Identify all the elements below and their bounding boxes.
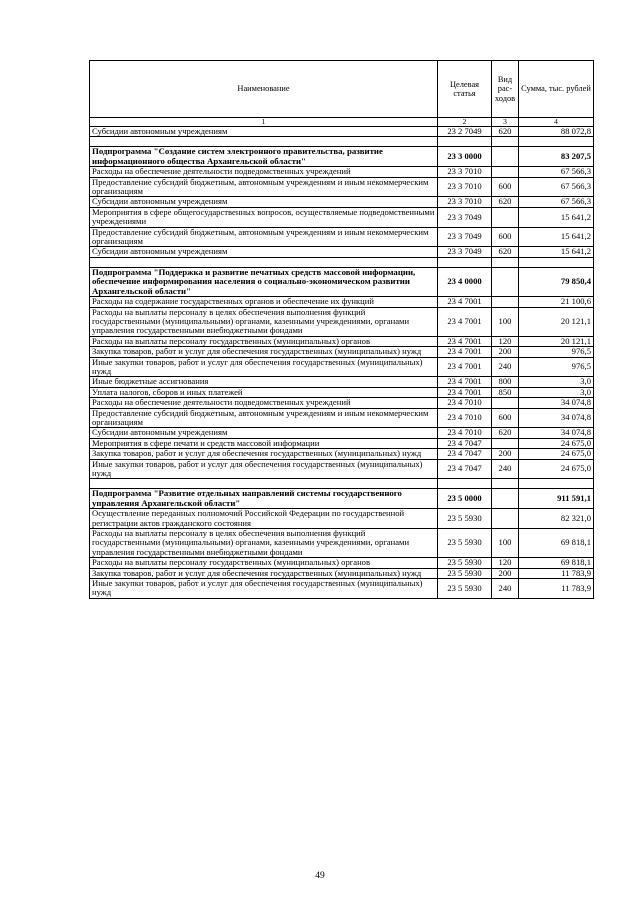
expense-type: 120 [492, 558, 519, 568]
spacer-cell [492, 257, 519, 267]
item-name: Расходы на выплаты персоналу в целях обеспечения выполнения функций государственными (муниципальными) органами, казенными учреждениями, органами управления государственными внебюджетными фондами [90, 307, 438, 336]
amount: 67 566,3 [519, 197, 594, 207]
amount: 976,5 [519, 347, 594, 357]
target-article: 23 4 7047 [438, 459, 492, 479]
table-header-row [90, 61, 594, 118]
spacer-cell [90, 479, 438, 489]
spacer-cell [438, 257, 492, 267]
table-row [90, 336, 594, 346]
amount: 82 321,0 [519, 509, 594, 529]
target-article: 23 5 5930 [438, 579, 492, 599]
target-article: 23 4 7001 [438, 307, 492, 336]
table-row [90, 558, 594, 568]
amount: 88 072,8 [519, 127, 594, 137]
amount: 11 783,9 [519, 579, 594, 599]
expense-type: 600 [492, 177, 519, 197]
subprogram-row [90, 147, 594, 167]
target-article: 23 4 7001 [438, 336, 492, 346]
expense-type [492, 207, 519, 227]
item-name: Мероприятия в сфере печати и средств массовой информации [90, 438, 438, 448]
amount: 69 818,1 [519, 558, 594, 568]
target-article: 23 3 0000 [438, 147, 492, 167]
target-article: 23 3 7049 [438, 247, 492, 257]
amount: 20 121,1 [519, 336, 594, 346]
target-article: 23 4 7010 [438, 408, 492, 428]
table-row [90, 459, 594, 479]
amount: 79 850,4 [519, 267, 594, 296]
expense-type: 600 [492, 408, 519, 428]
column-number: 3 [492, 118, 519, 127]
spacer-cell [519, 257, 594, 267]
expense-type: 620 [492, 247, 519, 257]
table-row [90, 438, 594, 448]
target-article: 23 3 7010 [438, 167, 492, 177]
amount: 15 641,2 [519, 247, 594, 257]
item-name: Расходы на выплаты персоналу в целях обеспечения выполнения функций государственными (муниципальными) органами, казенными учреждениями, органами управления государственными внебюджетными фондами [90, 529, 438, 558]
spacer-cell [492, 479, 519, 489]
target-article: 23 3 7049 [438, 207, 492, 227]
target-article: 23 5 5930 [438, 529, 492, 558]
column-number: 2 [438, 118, 492, 127]
target-article: 23 4 7001 [438, 347, 492, 357]
spacer-cell [438, 479, 492, 489]
expense-type: 850 [492, 387, 519, 397]
table-body [90, 127, 594, 599]
expense-type: 200 [492, 347, 519, 357]
expense-type: 240 [492, 459, 519, 479]
expense-type [492, 438, 519, 448]
spacer-cell [492, 137, 519, 147]
amount: 83 207,5 [519, 147, 594, 167]
table-row [90, 247, 594, 257]
item-name: Предоставление субсидий бюджетным, автономным учреждениям и иным некоммерческим организациям [90, 408, 438, 428]
expense-type [492, 167, 519, 177]
target-article: 23 4 7001 [438, 377, 492, 387]
item-name: Закупка товаров, работ и услуг для обеспечения государственных (муниципальных) нужд [90, 449, 438, 459]
item-name: Подпрограмма "Развитие отдельных направлений системы государственного управления Архангельской области" [90, 489, 438, 509]
budget-table [89, 60, 594, 599]
item-name: Расходы на обеспечение деятельности подведомственных учреждений [90, 167, 438, 177]
expense-type [492, 147, 519, 167]
item-name: Уплата налогов, сборов и иных платежей [90, 387, 438, 397]
item-name: Субсидии автономным учреждениям [90, 127, 438, 137]
item-name: Закупка товаров, работ и услуг для обеспечения государственных (муниципальных) нужд [90, 347, 438, 357]
target-article: 23 5 5930 [438, 509, 492, 529]
item-name: Иные бюджетные ассигнования [90, 377, 438, 387]
target-article: 23 4 7010 [438, 398, 492, 408]
target-article: 23 5 5930 [438, 568, 492, 578]
expense-type: 620 [492, 197, 519, 207]
table-row [90, 167, 594, 177]
spacer-cell [519, 479, 594, 489]
table-row [90, 449, 594, 459]
table-row [90, 568, 594, 578]
item-name: Осуществление переданных полномочий Российской Федерации по государственной регистрации актов гражданского состояния [90, 509, 438, 529]
amount: 15 641,2 [519, 227, 594, 247]
item-name: Мероприятия в сфере общегосударственных вопросов, осуществляемые подведомственными учреждениями [90, 207, 438, 227]
spacer-cell [519, 137, 594, 147]
item-name: Подпрограмма "Создание систем электронного правительства, развитие информационного общества Архангельской области" [90, 147, 438, 167]
amount: 3,0 [519, 387, 594, 397]
expense-type: 240 [492, 579, 519, 599]
spacer-cell [438, 137, 492, 147]
expense-type: 620 [492, 127, 519, 137]
amount: 24 675,0 [519, 459, 594, 479]
expense-type: 100 [492, 307, 519, 336]
expense-type: 600 [492, 227, 519, 247]
expense-type: 800 [492, 377, 519, 387]
item-name: Субсидии автономным учреждениям [90, 428, 438, 438]
target-article: 23 4 7010 [438, 428, 492, 438]
item-name: Иные закупки товаров, работ и услуг для обеспечения государственных (муниципальных) нужд [90, 357, 438, 377]
target-article: 23 4 7001 [438, 387, 492, 397]
target-article: 23 4 7047 [438, 438, 492, 448]
item-name: Предоставление субсидий бюджетным, автономным учреждениям и иным некоммерческим организациям [90, 177, 438, 197]
target-article: 23 3 7010 [438, 197, 492, 207]
amount: 69 818,1 [519, 529, 594, 558]
header-target-article: Целевая статья [438, 61, 492, 118]
table-row [90, 387, 594, 397]
table-row [90, 197, 594, 207]
amount: 911 591,1 [519, 489, 594, 509]
table-row [90, 357, 594, 377]
amount: 34 074,8 [519, 398, 594, 408]
item-name: Предоставление субсидий бюджетным, автономным учреждениям и иным некоммерческим организациям [90, 227, 438, 247]
page-number: 49 [315, 871, 325, 881]
target-article: 23 5 0000 [438, 489, 492, 509]
header-expense-type: Вид рас-ходов [492, 61, 519, 118]
expense-type: 100 [492, 529, 519, 558]
amount: 24 675,0 [519, 438, 594, 448]
table-row [90, 408, 594, 428]
table-row [90, 227, 594, 247]
header-name: Наименование [90, 61, 438, 118]
amount: 976,5 [519, 357, 594, 377]
item-name: Иные закупки товаров, работ и услуг для обеспечения государственных (муниципальных) нужд [90, 579, 438, 599]
subprogram-row [90, 267, 594, 296]
item-name: Субсидии автономным учреждениям [90, 247, 438, 257]
target-article: 23 4 0000 [438, 267, 492, 296]
expense-type [492, 398, 519, 408]
amount: 15 641,2 [519, 207, 594, 227]
expense-type: 620 [492, 428, 519, 438]
expense-type: 240 [492, 357, 519, 377]
amount: 11 783,9 [519, 568, 594, 578]
item-name: Расходы на обеспечение деятельности подведомственных учреждений [90, 398, 438, 408]
table-row [90, 428, 594, 438]
amount: 3,0 [519, 377, 594, 387]
table-row [90, 529, 594, 558]
amount: 67 566,3 [519, 177, 594, 197]
target-article: 23 2 7049 [438, 127, 492, 137]
amount: 24 675,0 [519, 449, 594, 459]
item-name: Закупка товаров, работ и услуг для обеспечения государственных (муниципальных) нужд [90, 568, 438, 578]
table-row [90, 579, 594, 599]
column-number-row [90, 118, 594, 127]
item-name: Субсидии автономным учреждениям [90, 197, 438, 207]
table-row [90, 347, 594, 357]
table-row [90, 127, 594, 137]
target-article: 23 5 5930 [438, 558, 492, 568]
item-name: Подпрограмма "Поддержка и развитие печатных средств массовой информации, обеспечение информирования населения о социально-экономическом развитии Архангельской области" [90, 267, 438, 296]
amount: 21 100,6 [519, 297, 594, 307]
table-row [90, 297, 594, 307]
spacer-row [90, 479, 594, 489]
expense-type [492, 297, 519, 307]
expense-type: 120 [492, 336, 519, 346]
target-article: 23 3 7010 [438, 177, 492, 197]
spacer-row [90, 257, 594, 267]
target-article: 23 4 7001 [438, 297, 492, 307]
column-number: 4 [519, 118, 594, 127]
budget-sheet [89, 60, 593, 599]
table-row [90, 377, 594, 387]
spacer-cell [90, 137, 438, 147]
expense-type: 200 [492, 449, 519, 459]
header-sum: Сумма, тыс. рублей [519, 61, 594, 118]
table-row [90, 307, 594, 336]
table-row [90, 509, 594, 529]
amount: 67 566,3 [519, 167, 594, 177]
item-name: Расходы на выплаты персоналу государственных (муниципальных) органов [90, 336, 438, 346]
table-row [90, 177, 594, 197]
target-article: 23 4 7001 [438, 357, 492, 377]
amount: 20 121,1 [519, 307, 594, 336]
expense-type [492, 509, 519, 529]
table-row [90, 207, 594, 227]
subprogram-row [90, 489, 594, 509]
spacer-cell [90, 257, 438, 267]
amount: 34 074,8 [519, 408, 594, 428]
amount: 34 074,8 [519, 428, 594, 438]
target-article: 23 4 7047 [438, 449, 492, 459]
expense-type: 200 [492, 568, 519, 578]
item-name: Иные закупки товаров, работ и услуг для обеспечения государственных (муниципальных) нужд [90, 459, 438, 479]
expense-type [492, 267, 519, 296]
target-article: 23 3 7049 [438, 227, 492, 247]
item-name: Расходы на выплаты персоналу государственных (муниципальных) органов [90, 558, 438, 568]
column-number: 1 [90, 118, 438, 127]
expense-type [492, 489, 519, 509]
item-name: Расходы на содержание государственных органов и обеспечение их функций [90, 297, 438, 307]
spacer-row [90, 137, 594, 147]
table-row [90, 398, 594, 408]
